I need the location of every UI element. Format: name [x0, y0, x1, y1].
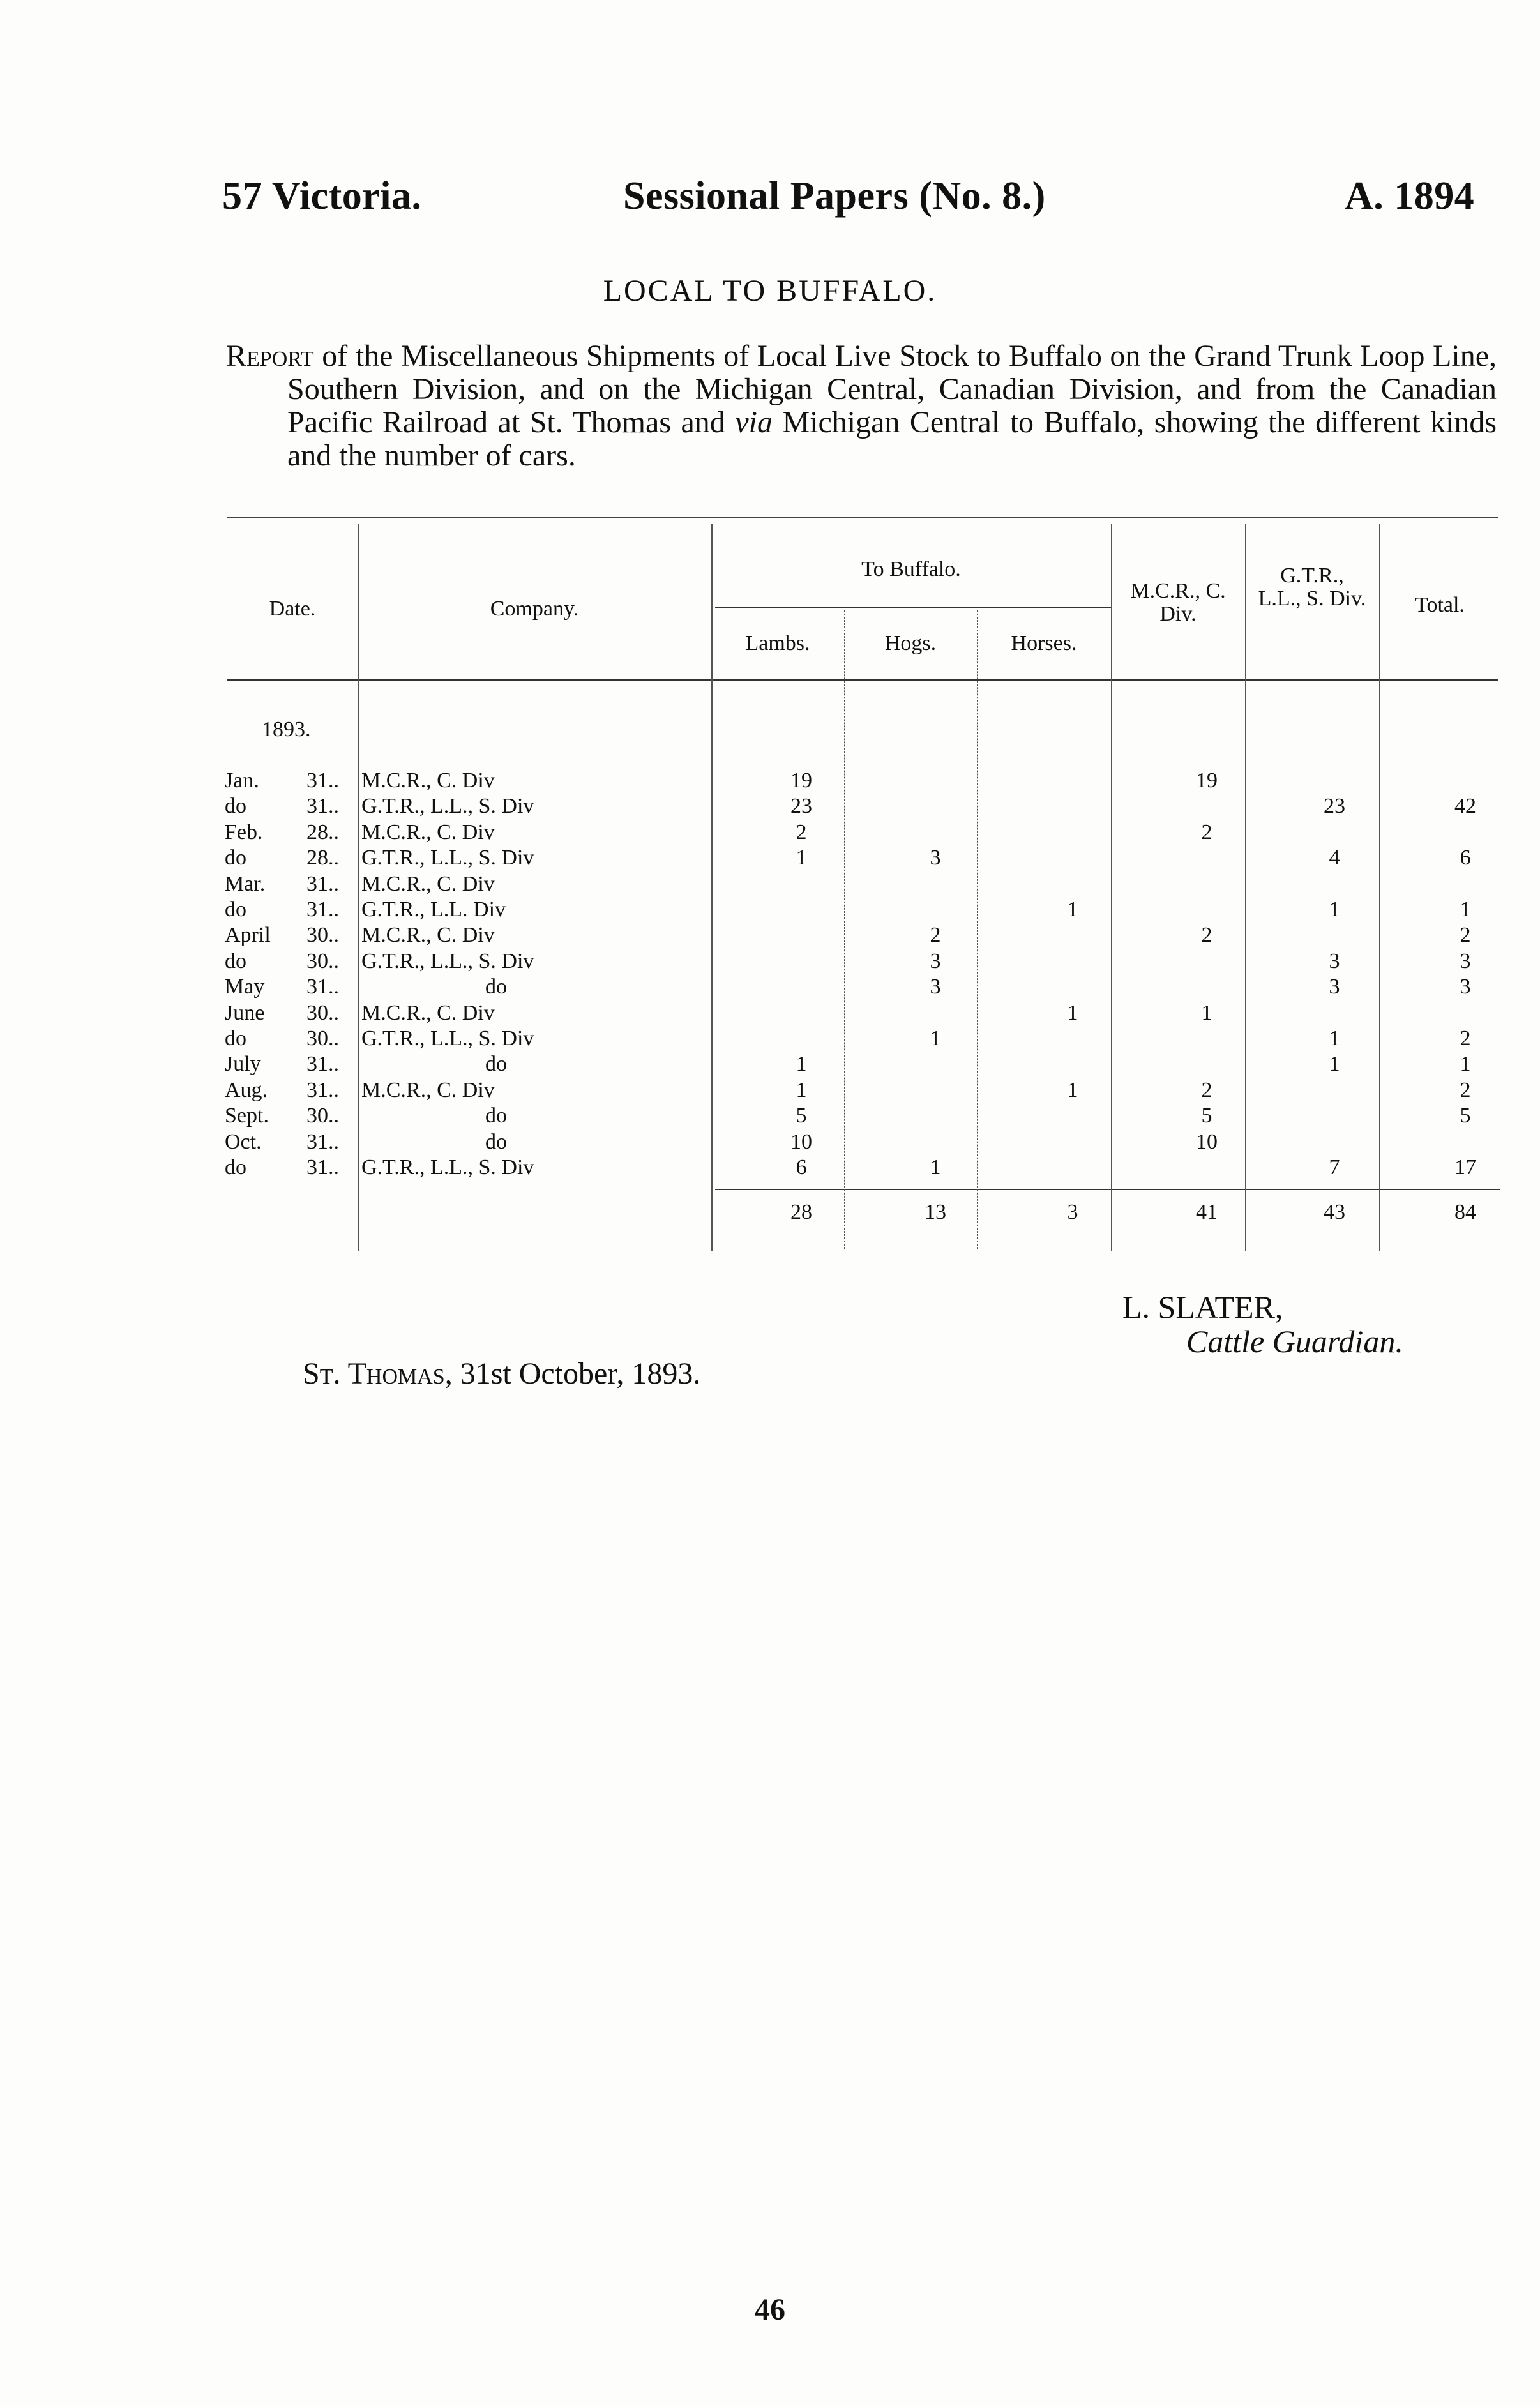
cell-hogs: 2 [930, 923, 941, 947]
cell-hogs: 3 [930, 949, 941, 973]
cell-total: 3 [1460, 975, 1471, 999]
row-day: 31.. [306, 1129, 339, 1154]
intro-lead: Report [226, 339, 314, 373]
cell-total: 3 [1460, 949, 1471, 973]
row-date: Oct. [225, 1129, 262, 1154]
total-horses: 3 [1067, 1200, 1078, 1224]
row-company: M.C.R., C. Div [361, 769, 495, 792]
table-row [0, 898, 1540, 923]
cell-mcr: 19 [1196, 769, 1218, 792]
row-date: May [225, 975, 265, 999]
cell-horses: 1 [1067, 898, 1078, 921]
cell-lambs: 1 [796, 846, 807, 870]
cell-gtr: 1 [1329, 1027, 1340, 1050]
cell-total: 17 [1454, 1156, 1476, 1179]
row-company: G.T.R., L.L. Div [361, 898, 506, 921]
cell-total: 42 [1454, 794, 1476, 819]
table-year: 1893. [262, 718, 311, 741]
row-date: do [225, 794, 246, 819]
row-company: M.C.R., C. Div [361, 820, 495, 844]
row-date: Mar. [225, 871, 266, 896]
place-date [303, 1356, 700, 1391]
row-day: 30.. [306, 1104, 339, 1128]
cell-total: 2 [1460, 1078, 1471, 1102]
row-company: M.C.R., C. Div [361, 871, 495, 896]
row-date: do [225, 1027, 246, 1050]
total-lambs: 28 [790, 1200, 812, 1224]
report-intro [226, 340, 1497, 472]
table-row [0, 975, 1540, 1000]
cell-total: 2 [1460, 1027, 1471, 1050]
row-company: G.T.R., L.L., S. Div [361, 794, 534, 819]
header-company: Company. [490, 597, 579, 621]
table-row [0, 1156, 1540, 1181]
cell-mcr: 2 [1201, 820, 1212, 844]
intro-text: of the Miscellaneous Shipments of Local Live Stock to Buffalo on the Grand Trunk Loop Line, Southern Division, and on the Michigan Central, Canadian Division, and from the Canadian Pacific Railroad at St. Thomas and [287, 339, 1497, 439]
row-date: Aug. [225, 1078, 268, 1102]
cell-total: 1 [1460, 1052, 1471, 1076]
cell-mcr: 2 [1201, 1078, 1212, 1102]
signature-title: Cattle Guardian. [1186, 1324, 1403, 1359]
row-company: do [485, 975, 507, 999]
header-total: Total. [1415, 593, 1465, 617]
row-day: 30.. [306, 949, 339, 973]
table-row [0, 794, 1540, 820]
totals-row [0, 1200, 1540, 1226]
row-day: 28.. [306, 820, 339, 844]
total-mcr: 41 [1196, 1200, 1218, 1224]
row-company: do [485, 1052, 507, 1076]
row-day: 30.. [306, 1000, 339, 1025]
header-horses: Horses. [1011, 631, 1077, 655]
row-date: June [225, 1000, 265, 1025]
table-row [0, 769, 1540, 794]
row-company: M.C.R., C. Div [361, 923, 495, 947]
cell-gtr: 23 [1324, 794, 1345, 819]
cell-lambs: 1 [796, 1052, 807, 1076]
cell-gtr: 4 [1329, 846, 1340, 870]
header-bottom-rule [227, 679, 1498, 681]
cell-lambs: 6 [796, 1156, 807, 1179]
row-day: 31.. [306, 794, 339, 819]
header-to-buffalo: To Buffalo. [861, 557, 961, 581]
cell-horses: 1 [1067, 1000, 1078, 1025]
cell-mcr: 1 [1201, 1000, 1212, 1025]
row-date: do [225, 898, 246, 921]
cell-lambs: 1 [796, 1078, 807, 1102]
page-number: 46 [755, 2293, 785, 2327]
cell-gtr: 3 [1329, 975, 1340, 999]
table-row [0, 1104, 1540, 1129]
totals-top-rule [715, 1189, 1500, 1190]
header-mcr: M.C.R., C. Div. [1130, 579, 1226, 626]
header-right: A. 1894 [1345, 174, 1475, 218]
intro-text-2: Michigan Central to Buffalo, showing the different kinds and the number of cars. [287, 405, 1497, 472]
table-row [0, 1052, 1540, 1078]
row-day: 31.. [306, 1078, 339, 1102]
cell-gtr: 3 [1329, 949, 1340, 973]
row-date: do [225, 949, 246, 973]
row-company: G.T.R., L.L., S. Div [361, 949, 534, 973]
page-title: LOCAL TO BUFFALO. [603, 274, 937, 308]
row-company: M.C.R., C. Div [361, 1000, 495, 1025]
row-company: G.T.R., L.L., S. Div [361, 846, 534, 870]
cell-total: 2 [1460, 923, 1471, 947]
cell-total: 6 [1460, 846, 1471, 870]
cell-hogs: 1 [930, 1027, 941, 1050]
row-company: do [485, 1129, 507, 1154]
row-day: 31.. [306, 1156, 339, 1179]
row-day: 31.. [306, 1052, 339, 1076]
cell-lambs: 5 [796, 1104, 807, 1128]
table-row [0, 846, 1540, 871]
row-company: G.T.R., L.L., S. Div [361, 1156, 534, 1179]
row-company: do [485, 1104, 507, 1128]
table-row [0, 1001, 1540, 1027]
table-row [0, 923, 1540, 949]
place-name: St. Thomas [303, 1357, 445, 1391]
row-date: do [225, 846, 246, 870]
cell-total: 1 [1460, 898, 1471, 921]
table-row [0, 1027, 1540, 1052]
cell-mcr: 2 [1201, 923, 1212, 947]
cell-lambs: 10 [790, 1129, 812, 1154]
table-row [0, 1130, 1540, 1156]
row-company: M.C.R., C. Div [361, 1078, 495, 1102]
row-day: 31.. [306, 898, 339, 921]
row-day: 31.. [306, 975, 339, 999]
row-date: July [225, 1052, 261, 1076]
cell-lambs: 23 [790, 794, 812, 819]
header-center: Sessional Papers (No. 8.) [623, 174, 1046, 218]
cell-mcr: 10 [1196, 1129, 1218, 1154]
row-day: 28.. [306, 846, 339, 870]
table-row [0, 820, 1540, 846]
header-gtr: G.T.R., L.L., S. Div. [1258, 564, 1366, 610]
cell-lambs: 2 [796, 820, 807, 844]
cell-gtr: 7 [1329, 1156, 1340, 1179]
row-day: 31.. [306, 871, 339, 896]
table-row [0, 1078, 1540, 1104]
row-date: do [225, 1156, 246, 1179]
total-hogs: 13 [925, 1200, 946, 1224]
row-date: Sept. [225, 1104, 269, 1128]
signature-name: L. SLATER, [1122, 1289, 1283, 1325]
to-buffalo-rule [715, 607, 1111, 608]
header-left: 57 Victoria. [222, 174, 422, 218]
row-company: G.T.R., L.L., S. Div [361, 1027, 534, 1050]
table-row [0, 949, 1540, 975]
row-day: 30.. [306, 1027, 339, 1050]
cell-total: 5 [1460, 1104, 1471, 1128]
cell-hogs: 1 [930, 1156, 941, 1179]
date-text: , 31st October, 1893. [444, 1357, 701, 1391]
table-top-rule-2 [227, 517, 1498, 518]
total-total: 84 [1454, 1200, 1476, 1224]
table-row [0, 872, 1540, 898]
cell-hogs: 3 [930, 846, 941, 870]
cell-gtr: 1 [1329, 1052, 1340, 1076]
row-date: Jan. [225, 769, 259, 792]
header-hogs: Hogs. [884, 631, 937, 655]
cell-hogs: 3 [930, 975, 941, 999]
total-gtr: 43 [1324, 1200, 1345, 1224]
cell-mcr: 5 [1201, 1104, 1212, 1128]
row-date: Feb. [225, 820, 263, 844]
intro-italic: via [735, 405, 773, 439]
cell-lambs: 19 [790, 769, 812, 792]
row-day: 31.. [306, 769, 339, 792]
header-lambs: Lambs. [745, 631, 810, 655]
row-date: April [225, 923, 271, 947]
cell-horses: 1 [1067, 1078, 1078, 1102]
header-date: Date. [269, 597, 316, 621]
row-day: 30.. [306, 923, 339, 947]
cell-gtr: 1 [1329, 898, 1340, 921]
